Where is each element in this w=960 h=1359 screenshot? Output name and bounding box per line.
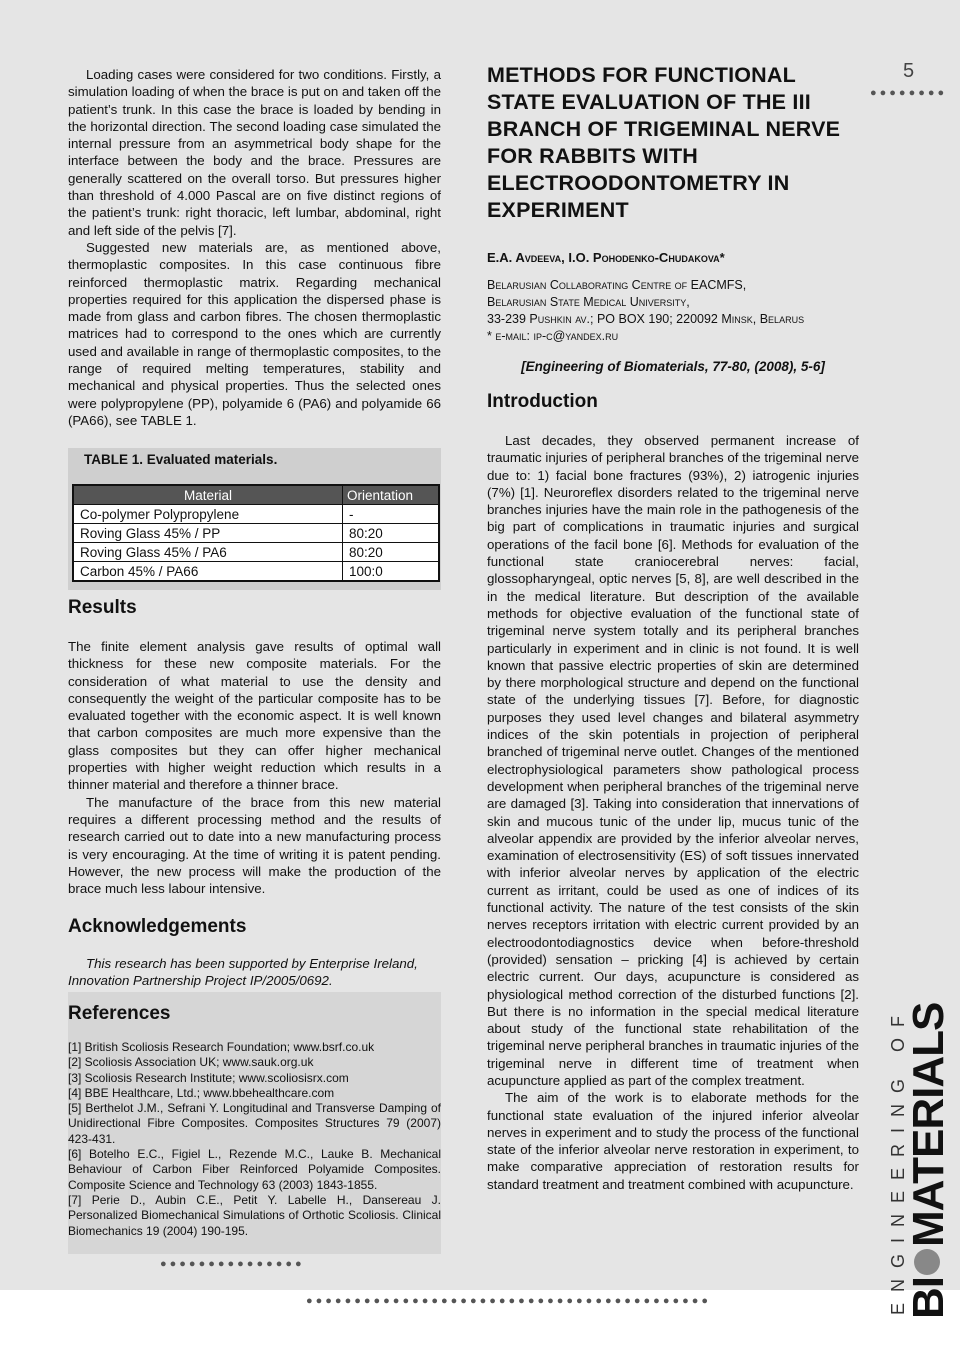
reference-item: [3] Scoliosis Research Institute; www.scoliosisrx.com [68, 1070, 349, 1085]
table-cell-orientation: - [343, 505, 440, 524]
intro-paragraph-2: The aim of the work is to elaborate methods for the functional state evaluation of the injured inferior alveolar nerves in experiment and to study the process of the functional state of the inferior alveolar nerve restoration in experiment, to make comparative appreciation of restoration results for standard treatment and treatment combined with acupuncture. [487, 1090, 859, 1192]
table-row [73, 505, 439, 524]
table-cell-material: Roving Glass 45% / PP [73, 524, 343, 543]
left-paragraph-2: Suggested new materials are, as mentioned above, thermoplastic composites. In this case continuous fibre reinforced thermoplastic matrix. Regarding mechanical properties required for this application the dispersed phase is made from glass and carbon fibres. The chosen thermoplastic matrices had to correspond to the ones which are currently used and available in range of thermoplastic composites, to the range of required melting temperatures, stability and mechanical and physical properties. Thus the selected ones were polypropylene (PP), polyamide 6 (PA6) and polyamide 66 (PA66), see TABLE 1. [68, 239, 441, 428]
table-row [73, 543, 439, 562]
results-paragraph-2: The manufacture of the brace from this new material requires a different processing method and the results of research carried out to date into a new manufacturing process is very encouraging. At the time of writing it is patent pending. However, the new process will make the production of the brace much less labour intensive. [68, 794, 441, 897]
logo-bi: BI [904, 1277, 953, 1319]
reference-item: [7] Perie D., Aubin C.E., Petit Y. Labelle H., Dansereau J. Personalized Biomechanical Simulations of Orthotic Scoliosis. Clinical Biomechanics 19 (2004) 190-195. [68, 1192, 441, 1238]
article-citation: [Engineering of Biomaterials, 77-80, (2008), 5-6] [521, 359, 825, 374]
materials-table [72, 484, 440, 582]
page-number: 5 [903, 60, 915, 82]
table-row [73, 524, 439, 543]
results-paragraph-1: The finite element analysis gave results of optimal wall thickness for these new composite materials. For the consideration of what material to use the density and consequently the weight of the particular composite has to be evaluated together with the economic aspect. It is well known that carbon composites are much more expensive than the glass composites but they can offer higher mechanical properties with higher weight reduction which results in a thinner material and therefore a thinner brace. [68, 639, 441, 793]
decorative-dots-left: ●●●●●●●●●●●●●●● [160, 1258, 305, 1270]
table-cell-material: Co-polymer Polypropylene [73, 505, 343, 524]
logo-top-text: ENGINEERING OF [888, 1004, 908, 1315]
references-list [68, 1040, 441, 1239]
affiliation-email: * e-mail: ip-c@yandex.ru [487, 329, 619, 343]
table-header-orientation: Orientation [343, 485, 440, 505]
table-1-box [68, 448, 441, 590]
acknowledgements-section [68, 915, 441, 990]
table-cell-material: Roving Glass 45% / PA6 [73, 543, 343, 562]
introduction-heading: Introduction [487, 391, 598, 412]
table-cell-orientation: 100:0 [343, 562, 440, 582]
article-affiliation [487, 277, 859, 345]
affiliation-line: Belarusian State Medical University, [487, 295, 690, 309]
intro-paragraph-1: Last decades, they observed permanent increase of traumatic injuries of peripheral branches of the trigeminal nerve due to: 1) facial bone fractures (93%), 2) iatrogenic injuries (7%) [1]. Neuroreflex disorders related to the trigeminal nerve branches injuries have the main role in the pathogenesis of the big part of complications in traumatic injuries and surgical operations of the facil bone [6]. Methods for evaluation of the functional state craniocerebral nerves: facial, glossopharyngeal, optic nerves [5, 8], are well described in the in the medical literature. But description of the available methods for objective evaluation of the functional state of trigeminal nerve system totally and its peripheral branches particularly in experiment and in clinic is not found. It is well known that passive electric properties of skin are determined by there morphological structure and depend on the functional state of the underlying tissues [7]. Before, for diagnostic purposes they used level changes and bilateral asymmetry indices of the skin potentials in projection of peripheral branched of trigeminal nerve outlet. Changes of the mentioned electrophysiological parameters show pathological process development when peripheral branches of the trigeminal nerve are damaged [3]. Taking into consideration that innervations of skin and mucous tunic of the under lip, mucus tunic of the alveolar appendix are provided by the inferior alveolar nerves, examination of electrosensitivity (ES) of soft tissues innervated with inferior alveolar nerves by application of the electric current as irritant, could be used as one of indices of its functional activity. The nature of the test consists of the skin nerves receptors irritation with electric current provided by an electroodontodiagnostics device when before-threshold (provided) sensation – pricking [4] is achieved by certain electric current. Our days, acupuncture is considered as physiological method correction of the disturbed functions [2]. But there is no information in the special medical literature about study of the functional state rehabilitation of the trigeminal nerve peripheral branches in traumatic injuries of the trigeminal nerve in different time of treatment when acupuncture applied as part of the complex treatment. [487, 433, 859, 1088]
table-cell-material: Carbon 45% / PA66 [73, 562, 343, 582]
reference-item: [5] Berthelot J.M., Sefrani Y. Longitudinal and Transverse Damping of Unidirectional Fibre Composites. Composites Structures 79 (2007) 423-431. [68, 1101, 441, 1146]
acknowledgements-heading: Acknowledgements [68, 916, 247, 937]
decorative-dots-top: ●●●●●●●● [870, 87, 948, 99]
right-column [487, 62, 859, 1193]
logo-bottom-text [904, 1003, 954, 1319]
logo-disc-icon [914, 1249, 940, 1275]
results-section [68, 596, 441, 897]
table-row [73, 562, 439, 582]
table-caption: TABLE 1. Evaluated materials. [84, 452, 278, 467]
reference-item: [4] BBE Healthcare, Ltd.; www.bbehealthcare.com [68, 1085, 335, 1100]
decorative-dots-bottom: ●●●●●●●●●●●●●●●●●●●●●●●●●●●●●●●●●●●●●●●●●● [306, 1295, 712, 1307]
table-header-material: Material [73, 485, 343, 505]
logo-materials: MATERIALS [904, 1002, 953, 1247]
table-header-row [73, 485, 439, 505]
article-authors: E.A. Avdeeva, I.O. Pohodenko-Chudakova* [487, 250, 725, 265]
references-heading: References [68, 1003, 171, 1024]
left-column [68, 66, 441, 429]
results-heading: Results [68, 597, 137, 618]
reference-item: [2] Scoliosis Association UK; www.sauk.org.uk [68, 1055, 314, 1070]
left-paragraph-1: Loading cases were considered for two conditions. Firstly, a simulation loading of when the brace is put on and taken off the patient’s trunk. In this case the brace is loaded by bending in the horizontal direction. The second loading case simulated the internal pressure from an asymmetrical body shape for the interface between the body and the brace. Pressures are generally scattered on the overall torso. But pressures higher than threshold of 4.000 Pascal are on five distinct regions of the patient’s trunk: right thoracic, left lumbar, abdominal, right and left side of the pelvis [7]. [68, 67, 441, 238]
affiliation-line: Belarusian Collaborating Centre of EACMFS, [487, 278, 747, 292]
table-cell-orientation: 80:20 [343, 524, 440, 543]
acknowledgements-text: This research has been supported by Enterprise Ireland, Innovation Partnership Project IP/2005/0692. [68, 956, 418, 989]
table-cell-orientation: 80:20 [343, 543, 440, 562]
article-title: METHODS FOR FUNCTIONAL STATE EVALUATION OF THE III BRANCH OF TRIGEMINAL NERVE FOR RABBITS WITH ELECTROODONTOMETRY IN EXPERIMENT [487, 63, 841, 222]
reference-item: [1] British Scoliosis Research Foundation; www.bsrf.co.uk [68, 1040, 375, 1054]
affiliation-line: 33-239 Pushkin av.; PO BOX 190; 220092 Minsk, Belarus [487, 312, 805, 326]
journal-logo [880, 1002, 953, 1325]
reference-item: [6] Botelho E.C., Figiel L., Rezende M.C., Lauke B. Mechanical Behaviour of Carbon Fiber Reinforced Polyamide Composites. Composite Science and Technology 63 (2003) 1843-1855. [68, 1147, 441, 1192]
